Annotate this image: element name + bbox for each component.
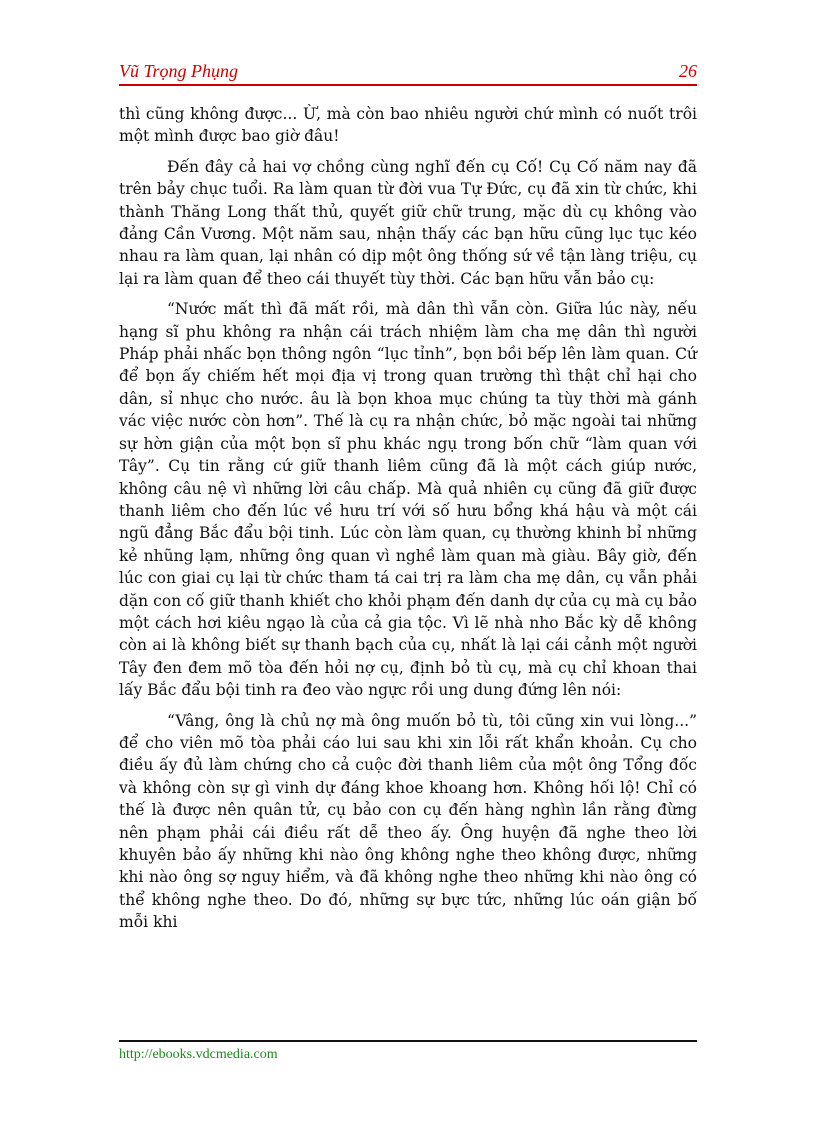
- paragraph: Đến đây cả hai vợ chồng cùng nghĩ đến cụ Cố! Cụ Cố năm nay đã trên bảy chục tuổi. Ra làm quan từ đời vua Tự Đức, cụ đã xin từ chức, khi thành Thăng Long thất thủ, quyết giữ chữ trung, mặc dù cụ không vào đảng Cần Vương. Một năm sau, nhận thấy các bạn hữu cũng lục tục kéo nhau ra làm quan, lại nhân có dịp một ông thống sứ về tận làng triệu, cụ lại ra làm quan để theo cái thuyết tùy thời. Các bạn hữu vẫn bảo cụ:: [119, 157, 697, 288]
- author-name: Vũ Trọng Phụng: [119, 61, 239, 81]
- page-header: [119, 60, 697, 86]
- footer-url-link[interactable]: http://ebooks.vdcmedia.com: [119, 1047, 278, 1062]
- footer-divider: [119, 1040, 697, 1042]
- body-text: [119, 103, 697, 942]
- paragraph: “Vâng, ông là chủ nợ mà ông muốn bỏ tù, tôi cũng xin vui lòng...” để cho viên mõ tòa phải cáo lui sau khi xin lỗi rất khẩn khoản. Cụ cho điều ấy đủ làm chứng cho cả cuộc đời thanh liêm của một ông Tổng đốc và không còn sự gì vinh dự đáng khoe khoang hơn. Không hối lộ! Chỉ có thế là được nên quân tử, cụ bảo con cụ đến hàng nghìn lần rằng đừng nên phạm phải cái điều rất dễ theo ấy. Ông huyện đã nghe theo lời khuyên bảo ấy những khi nào ông không nghe theo không được, những khi nào ông sợ nguy hiểm, và đã không nghe theo những khi nào ông có thể không nghe theo. Do đó, những sự bực tức, những lúc oán giận bố mỗi khi: [119, 711, 697, 932]
- paragraph-continuation: thì cũng không được... Ừ, mà còn bao nhiêu người chứ mình có nuốt trôi một mình được bao giờ đâu!: [119, 105, 697, 146]
- paragraph: “Nước mất thì đã mất rồi, mà dân thì vẫn còn. Giữa lúc này, nếu hạng sĩ phu không ra nhận cái trách nhiệm làm cha mẹ dân thì người Pháp phải nhấc bọn thông ngôn “lục tỉnh”, bọn bồi bếp lên làm quan. Cứ để bọn ấy chiếm hết mọi địa vị trong quan trường thì thật chỉ hại cho dân, sỉ nhục cho nước. âu là bọn khoa mục chúng ta tùy thời mà gánh vác việc nước còn hơn”. Thế là cụ ra nhận chức, bỏ mặc ngoài tai những sự hờn giận của một bọn sĩ phu khác ngụ trong bốn chữ “làm quan với Tây”. Cụ tin rằng cứ giữ thanh liêm cũng đã là một cách giúp nước, không câu nệ vì những lời câu chấp. Mà quả nhiên cụ cũng đã giữ được thanh liêm cho đến lúc về hưu trí với số hưu bổng khá hậu và một cái ngũ đẳng Bắc đẩu bội tinh. Lúc còn làm quan, cụ thường khinh bỉ những kẻ nhũng lạm, những ông quan vì nghề làm quan mà giàu. Bây giờ, đến lúc con giai cụ lại từ chức tham tá cai trị ra làm cha mẹ dân, cụ vẫn phải dặn con cố giữ thanh khiết cho khỏi phạm đến danh dự của cụ mà cụ bảo một cách hơi kiêu ngạo là của cả gia tộc. Vì lẽ nhà nho Bắc kỳ dễ không còn ai là không biết sự thanh bạch của cụ, nhất là lại cái cảnh một người Tây đen đem mõ tòa đến hỏi nợ cụ, định bỏ tù cụ, mà cụ chỉ khoan thai lấy Bắc đẩu bội tinh ra đeo vào ngực rồi ung dung đứng lên nói:: [119, 300, 697, 700]
- page-number: 26: [679, 61, 697, 81]
